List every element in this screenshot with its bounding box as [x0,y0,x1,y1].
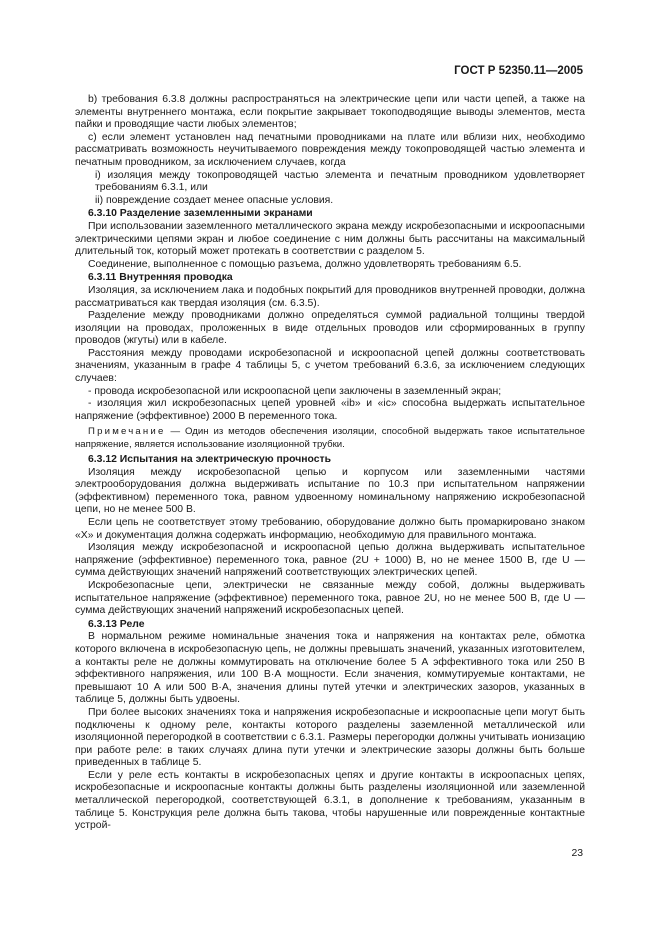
note-text: — Один из методов обеспечения изоляции, способной выдержать такое испытательное напряжение, является использование изоляционной трубки. [75,426,585,450]
paragraph: Разделение между проводниками должно определяться суммой радиальной толщины твердой изоляции на проводах, проложенных в виде отдельных проводов или сформированных в группу проводов (жгуты) или в кабеле. [75,310,585,347]
section-heading: 6.3.11 Внутренняя проводка [88,272,233,284]
section-heading: 6.3.13 Реле [88,618,145,630]
paragraph: Расстояния между проводами искробезопасной и искроопасной цепей должны соответствовать значениям, указанным в графе 4 таблицы 5, с учетом требований 6.3.6, за исключением следующих случаев: [75,347,585,385]
text-section-2 [75,454,585,833]
note [75,426,585,451]
document-body [75,94,585,833]
paragraph: b) требования 6.3.8 должны распространяться на электрические цепи или части цепей, а также на элементы внутреннего монтажа, если покрытие закрывает токоподводящие выводы элементов, места пайки и проводящие части любых элементов; [75,94,585,131]
paragraph: При более высоких значениях тока и напряжения искробезопасные и искроопасные цепи могут быть подключены к одному реле, контакты которого разделены заземленной металлической или изоляционной перегородкой в соответствии с 6.3.1. Размеры перегородки должны учитывать ионизацию при работе реле: в таких случаях длина пути утечки и электрические зазоры должны быть больше приведенных в таблице 5. [75,706,585,769]
section-heading: 6.3.10 Разделение заземленными экранами [88,208,313,220]
paragraph: Искробезопасные цепи, электрически не связанные между собой, должны выдерживать испытательное напряжение (эффективное) переменного тока, равное 2U, но не менее 500 В, где U — сумма действующих значений напряжений искробезопасных цепей. [75,579,585,617]
paragraph: Изоляция между искробезопасной и искроопасной цепью должна выдерживать испытательное напряжение (эффективное) переменного тока, равное (2U + 1000) В, но не менее 1500 В, где U — сумма действующих значений напряжений соответствующих электрических цепей. [75,542,585,579]
paragraph: Соединение, выполненное с помощью разъема, должно удовлетворять требованиям 6.5. [88,258,522,270]
paragraph: При использовании заземленного металлического экрана между искробезопасными и искроопасными электрическими цепями экран и любое соединение с ним должны быть рассчитаны на максимальный длительный ток, который может протекать в соответствии с разделом 5. [75,220,585,258]
paragraph: ii) повреждение создает менее опасные условия. [95,194,334,206]
paragraph: Если у реле есть контакты в искробезопасных цепях и другие контакты в искроопасных цепях, искробезопасные и искроопасные контакты должны быть разделены изоляционной или заземленной металлической перегородкой, соответствующей 6.3.1, в дополнение к требованиям, указанным в таблице 5. Конструкция реле должна быть такова, чтобы нарушенные или поврежденные контактные устрой- [75,769,585,832]
page-number: 23 [571,848,583,859]
text-section-1 [75,94,585,423]
paragraph: В нормальном режиме номинальные значения тока и напряжения на контактах реле, обмотка которого включена в искробезопасную цепь, не должны превышать значений, указанных изготовителем, а контакты реле не должны коммутировать на отключение более 5 А эффективного тока или 250 В эффективного напряжения, или 100 В·А мощности. Если значения, коммутируемые контактами, не превышают 10 А или 500 В·А, значения длины путей утечки и электрических зазоров, указанных в таблице 5, должны быть удвоены. [75,631,585,706]
paragraph: - провода искробезопасной или искроопасной цепи заключены в заземленный экран; [88,385,502,397]
document-id: ГОСТ Р 52350.11—2005 [454,65,583,77]
paragraph: Изоляция, за исключением лака и подобных покрытий для проводников внутренней проводки, должна рассматриваться как твердая изоляция (см. 6.3.5). [75,284,585,309]
paragraph: Если цепь не соответствует этому требованию, оборудование должно быть промаркировано знаком «X» и документация должна содержать информацию, необходимую для правильного монтажа. [75,517,585,541]
paragraph: Изоляция между искробезопасной цепью и корпусом или заземленными частями электрооборудования должна выдерживать испытание по 10.3 при испытательном напряжении (эффективном) переменного тока, равном удвоенному номинальному напряжению искробезопасной цепи, но не менее 500 В. [75,466,585,516]
note-label: Примечание [88,426,166,438]
paragraph: - изоляция жил искробезопасных цепей уровней «ib» и «ic» способна выдержать испытательное напряжение (эффективное) 2000 В переменного тока. [75,398,585,422]
paragraph: с) если элемент установлен над печатными проводниками на плате или вблизи них, необходимо рассматривать возможность неучитываемого повреждения между токопроводящей частью элемента и печатным проводником, за исключением случаев, когда [75,131,585,168]
paragraph: i) изоляция между токопроводящей частью элемента и печатным проводником удовлетворяет требованиям 6.3.1, или [95,169,585,194]
section-heading: 6.3.12 Испытания на электрическую прочность [88,454,332,466]
